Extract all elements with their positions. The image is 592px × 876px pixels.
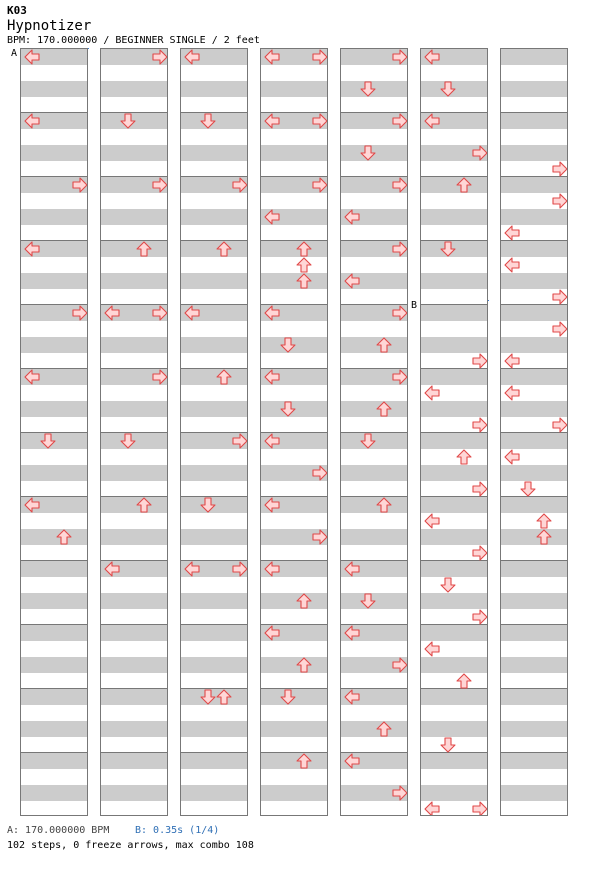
up-arrow-icon: [216, 241, 232, 257]
beat-band: [501, 721, 567, 737]
right-arrow-icon: [232, 177, 248, 193]
beat-band: [101, 785, 167, 801]
beat-band: [101, 753, 167, 769]
right-arrow-icon: [392, 113, 408, 129]
beat-band: [21, 561, 87, 577]
beat-band: [181, 273, 247, 289]
right-arrow-icon: [232, 433, 248, 449]
beat-band: [261, 657, 327, 673]
beat-band: [181, 401, 247, 417]
beat-band: [21, 593, 87, 609]
up-arrow-icon: [296, 241, 312, 257]
col-1: [20, 48, 88, 816]
beat-band: [421, 177, 487, 193]
beat-band: [101, 593, 167, 609]
left-arrow-icon: [24, 49, 40, 65]
left-arrow-icon: [264, 625, 280, 641]
beat-band: [101, 721, 167, 737]
beat-band: [501, 561, 567, 577]
measure-line: [101, 624, 167, 625]
right-arrow-icon: [472, 417, 488, 433]
beat-band: [421, 401, 487, 417]
up-arrow-icon: [376, 497, 392, 513]
beat-band: [501, 113, 567, 129]
beat-band: [421, 497, 487, 513]
beat-band: [21, 785, 87, 801]
beat-band: [181, 369, 247, 385]
beat-band: [21, 145, 87, 161]
beat-band: [421, 625, 487, 641]
right-arrow-icon: [72, 177, 88, 193]
beat-band: [501, 145, 567, 161]
measure-line: [101, 688, 167, 689]
beat-band: [501, 337, 567, 353]
right-arrow-icon: [392, 177, 408, 193]
beat-band: [501, 81, 567, 97]
beat-band: [421, 721, 487, 737]
right-arrow-icon: [552, 161, 568, 177]
beat-band: [341, 401, 407, 417]
up-arrow-icon: [136, 241, 152, 257]
left-arrow-icon: [344, 273, 360, 289]
beat-band: [261, 753, 327, 769]
measure-line: [341, 496, 407, 497]
beat-band: [261, 785, 327, 801]
left-arrow-icon: [424, 641, 440, 657]
beat-band: [181, 753, 247, 769]
measure-line: [501, 688, 567, 689]
beat-band: [501, 753, 567, 769]
left-arrow-icon: [264, 305, 280, 321]
up-arrow-icon: [536, 529, 552, 545]
left-arrow-icon: [104, 561, 120, 577]
marker-a-label: A: [11, 48, 18, 59]
left-arrow-icon: [344, 753, 360, 769]
right-arrow-icon: [552, 321, 568, 337]
beat-band: [261, 273, 327, 289]
measure-line: [501, 752, 567, 753]
beat-band: [421, 465, 487, 481]
beat-band: [21, 657, 87, 673]
col-7: [500, 48, 568, 816]
beat-band: [421, 273, 487, 289]
stop-legend: B: 0.35s (1/4): [135, 825, 220, 836]
left-arrow-icon: [424, 385, 440, 401]
beat-band: [501, 657, 567, 673]
right-arrow-icon: [312, 113, 328, 129]
beat-band: [501, 369, 567, 385]
left-arrow-icon: [504, 225, 520, 241]
beat-band: [21, 209, 87, 225]
beat-band: [181, 593, 247, 609]
left-arrow-icon: [184, 49, 200, 65]
left-arrow-icon: [264, 561, 280, 577]
beat-band: [421, 657, 487, 673]
beat-band: [21, 273, 87, 289]
beat-band: [181, 209, 247, 225]
beat-band: [261, 721, 327, 737]
beat-band: [501, 273, 567, 289]
beat-band: [181, 241, 247, 257]
beat-band: [421, 369, 487, 385]
col-2: [100, 48, 168, 816]
right-arrow-icon: [552, 289, 568, 305]
beat-band: [101, 209, 167, 225]
left-arrow-icon: [264, 369, 280, 385]
right-arrow-icon: [392, 49, 408, 65]
left-arrow-icon: [264, 497, 280, 513]
measure-line: [421, 304, 487, 305]
left-arrow-icon: [264, 49, 280, 65]
beat-band: [181, 465, 247, 481]
song-code: K03: [7, 4, 27, 17]
measure-line: [21, 560, 87, 561]
down-arrow-icon: [360, 433, 376, 449]
measure-line: [181, 752, 247, 753]
beat-band: [101, 657, 167, 673]
down-arrow-icon: [280, 337, 296, 353]
up-arrow-icon: [296, 273, 312, 289]
beat-band: [501, 465, 567, 481]
beat-band: [261, 241, 327, 257]
left-arrow-icon: [424, 801, 440, 816]
down-arrow-icon: [440, 577, 456, 593]
beat-band: [181, 337, 247, 353]
col-4: [260, 48, 328, 816]
beat-band: [21, 753, 87, 769]
left-arrow-icon: [264, 113, 280, 129]
up-arrow-icon: [456, 673, 472, 689]
down-arrow-icon: [440, 241, 456, 257]
down-arrow-icon: [200, 689, 216, 705]
down-arrow-icon: [280, 401, 296, 417]
left-arrow-icon: [504, 449, 520, 465]
beat-band: [101, 465, 167, 481]
left-arrow-icon: [504, 385, 520, 401]
up-arrow-icon: [456, 449, 472, 465]
left-arrow-icon: [504, 353, 520, 369]
down-arrow-icon: [520, 481, 536, 497]
beat-band: [341, 337, 407, 353]
up-arrow-icon: [296, 657, 312, 673]
down-arrow-icon: [360, 593, 376, 609]
beat-band: [101, 689, 167, 705]
beat-band: [501, 497, 567, 513]
down-arrow-icon: [360, 81, 376, 97]
down-arrow-icon: [440, 737, 456, 753]
left-arrow-icon: [504, 257, 520, 273]
beat-band: [181, 657, 247, 673]
beat-band: [501, 529, 567, 545]
right-arrow-icon: [392, 241, 408, 257]
beat-band: [421, 593, 487, 609]
right-arrow-icon: [312, 465, 328, 481]
left-arrow-icon: [24, 113, 40, 129]
beat-band: [501, 689, 567, 705]
up-arrow-icon: [456, 177, 472, 193]
beat-band: [101, 337, 167, 353]
up-arrow-icon: [216, 689, 232, 705]
beat-band: [101, 497, 167, 513]
right-arrow-icon: [472, 145, 488, 161]
beat-band: [181, 81, 247, 97]
right-arrow-icon: [472, 353, 488, 369]
down-arrow-icon: [200, 497, 216, 513]
down-arrow-icon: [120, 433, 136, 449]
left-arrow-icon: [344, 689, 360, 705]
beat-band: [421, 337, 487, 353]
measure-line: [181, 368, 247, 369]
song-title: Hypnotizer: [7, 18, 92, 34]
beat-band: [21, 465, 87, 481]
right-arrow-icon: [312, 49, 328, 65]
beat-band: [341, 465, 407, 481]
measure-line: [181, 240, 247, 241]
marker-b-label: B: [411, 300, 418, 311]
right-arrow-icon: [152, 177, 168, 193]
beat-band: [341, 721, 407, 737]
beat-band: [501, 209, 567, 225]
right-arrow-icon: [72, 305, 88, 321]
down-arrow-icon: [200, 113, 216, 129]
beat-band: [501, 593, 567, 609]
beat-band: [421, 785, 487, 801]
beat-band: [21, 401, 87, 417]
beat-band: [501, 401, 567, 417]
measure-line: [21, 752, 87, 753]
down-arrow-icon: [40, 433, 56, 449]
beat-band: [421, 561, 487, 577]
left-arrow-icon: [424, 513, 440, 529]
left-arrow-icon: [264, 433, 280, 449]
beat-band: [101, 145, 167, 161]
col-3: [180, 48, 248, 816]
beat-band: [421, 209, 487, 225]
beat-band: [21, 81, 87, 97]
beat-band: [21, 625, 87, 641]
beat-band: [101, 273, 167, 289]
beat-band: [501, 433, 567, 449]
beat-band: [21, 337, 87, 353]
up-arrow-icon: [376, 401, 392, 417]
beat-band: [421, 305, 487, 321]
up-arrow-icon: [216, 369, 232, 385]
chart-stats: 102 steps, 0 freeze arrows, max combo 108: [7, 840, 254, 851]
measure-line: [261, 752, 327, 753]
left-arrow-icon: [344, 209, 360, 225]
col-5: [340, 48, 408, 816]
beat-band: [101, 529, 167, 545]
down-arrow-icon: [280, 689, 296, 705]
beat-band: [501, 305, 567, 321]
beat-band: [261, 81, 327, 97]
right-arrow-icon: [312, 177, 328, 193]
col-6: [420, 48, 488, 816]
beat-band: [181, 529, 247, 545]
measure-line: [101, 240, 167, 241]
right-arrow-icon: [472, 609, 488, 625]
up-arrow-icon: [296, 753, 312, 769]
chart-info: BPM: 170.000000 / BEGINNER SINGLE / 2 feet: [7, 35, 260, 46]
right-arrow-icon: [152, 49, 168, 65]
measure-line: [21, 624, 87, 625]
right-arrow-icon: [312, 529, 328, 545]
right-arrow-icon: [232, 561, 248, 577]
up-arrow-icon: [136, 497, 152, 513]
measure-line: [101, 496, 167, 497]
beat-band: [21, 689, 87, 705]
measure-line: [501, 624, 567, 625]
right-arrow-icon: [392, 305, 408, 321]
up-arrow-icon: [376, 721, 392, 737]
beat-band: [101, 401, 167, 417]
measure-line: [421, 176, 487, 177]
right-arrow-icon: [552, 417, 568, 433]
measure-line: [501, 112, 567, 113]
right-arrow-icon: [152, 369, 168, 385]
right-arrow-icon: [552, 193, 568, 209]
beat-band: [421, 529, 487, 545]
left-arrow-icon: [344, 561, 360, 577]
left-arrow-icon: [344, 625, 360, 641]
left-arrow-icon: [24, 369, 40, 385]
beat-band: [101, 241, 167, 257]
left-arrow-icon: [184, 305, 200, 321]
down-arrow-icon: [440, 81, 456, 97]
beat-band: [341, 497, 407, 513]
right-arrow-icon: [472, 801, 488, 816]
right-arrow-icon: [392, 785, 408, 801]
beat-band: [421, 753, 487, 769]
down-arrow-icon: [120, 113, 136, 129]
measure-line: [21, 688, 87, 689]
right-arrow-icon: [392, 657, 408, 673]
bpm-legend: A: 170.000000 BPM: [7, 825, 110, 836]
right-arrow-icon: [472, 545, 488, 561]
down-arrow-icon: [360, 145, 376, 161]
left-arrow-icon: [104, 305, 120, 321]
beat-band: [181, 625, 247, 641]
beat-band: [101, 625, 167, 641]
beat-band: [261, 593, 327, 609]
up-arrow-icon: [376, 337, 392, 353]
beat-band: [101, 81, 167, 97]
beat-band: [501, 785, 567, 801]
left-arrow-icon: [184, 561, 200, 577]
left-arrow-icon: [24, 241, 40, 257]
left-arrow-icon: [264, 209, 280, 225]
left-arrow-icon: [24, 497, 40, 513]
beat-band: [501, 625, 567, 641]
beat-band: [181, 785, 247, 801]
measure-line: [501, 560, 567, 561]
measure-line: [101, 752, 167, 753]
beat-band: [501, 177, 567, 193]
measure-line: [181, 624, 247, 625]
beat-band: [21, 721, 87, 737]
beat-band: [501, 49, 567, 65]
up-arrow-icon: [296, 593, 312, 609]
left-arrow-icon: [424, 49, 440, 65]
up-arrow-icon: [536, 513, 552, 529]
up-arrow-icon: [56, 529, 72, 545]
right-arrow-icon: [392, 369, 408, 385]
measure-line: [261, 240, 327, 241]
beat-band: [421, 689, 487, 705]
right-arrow-icon: [472, 481, 488, 497]
up-arrow-icon: [296, 257, 312, 273]
measure-line: [421, 688, 487, 689]
beat-band: [501, 241, 567, 257]
beat-band: [21, 529, 87, 545]
beat-band: [421, 433, 487, 449]
right-arrow-icon: [152, 305, 168, 321]
beat-band: [181, 145, 247, 161]
left-arrow-icon: [424, 113, 440, 129]
beat-band: [181, 721, 247, 737]
beat-band: [261, 145, 327, 161]
beat-band: [341, 529, 407, 545]
